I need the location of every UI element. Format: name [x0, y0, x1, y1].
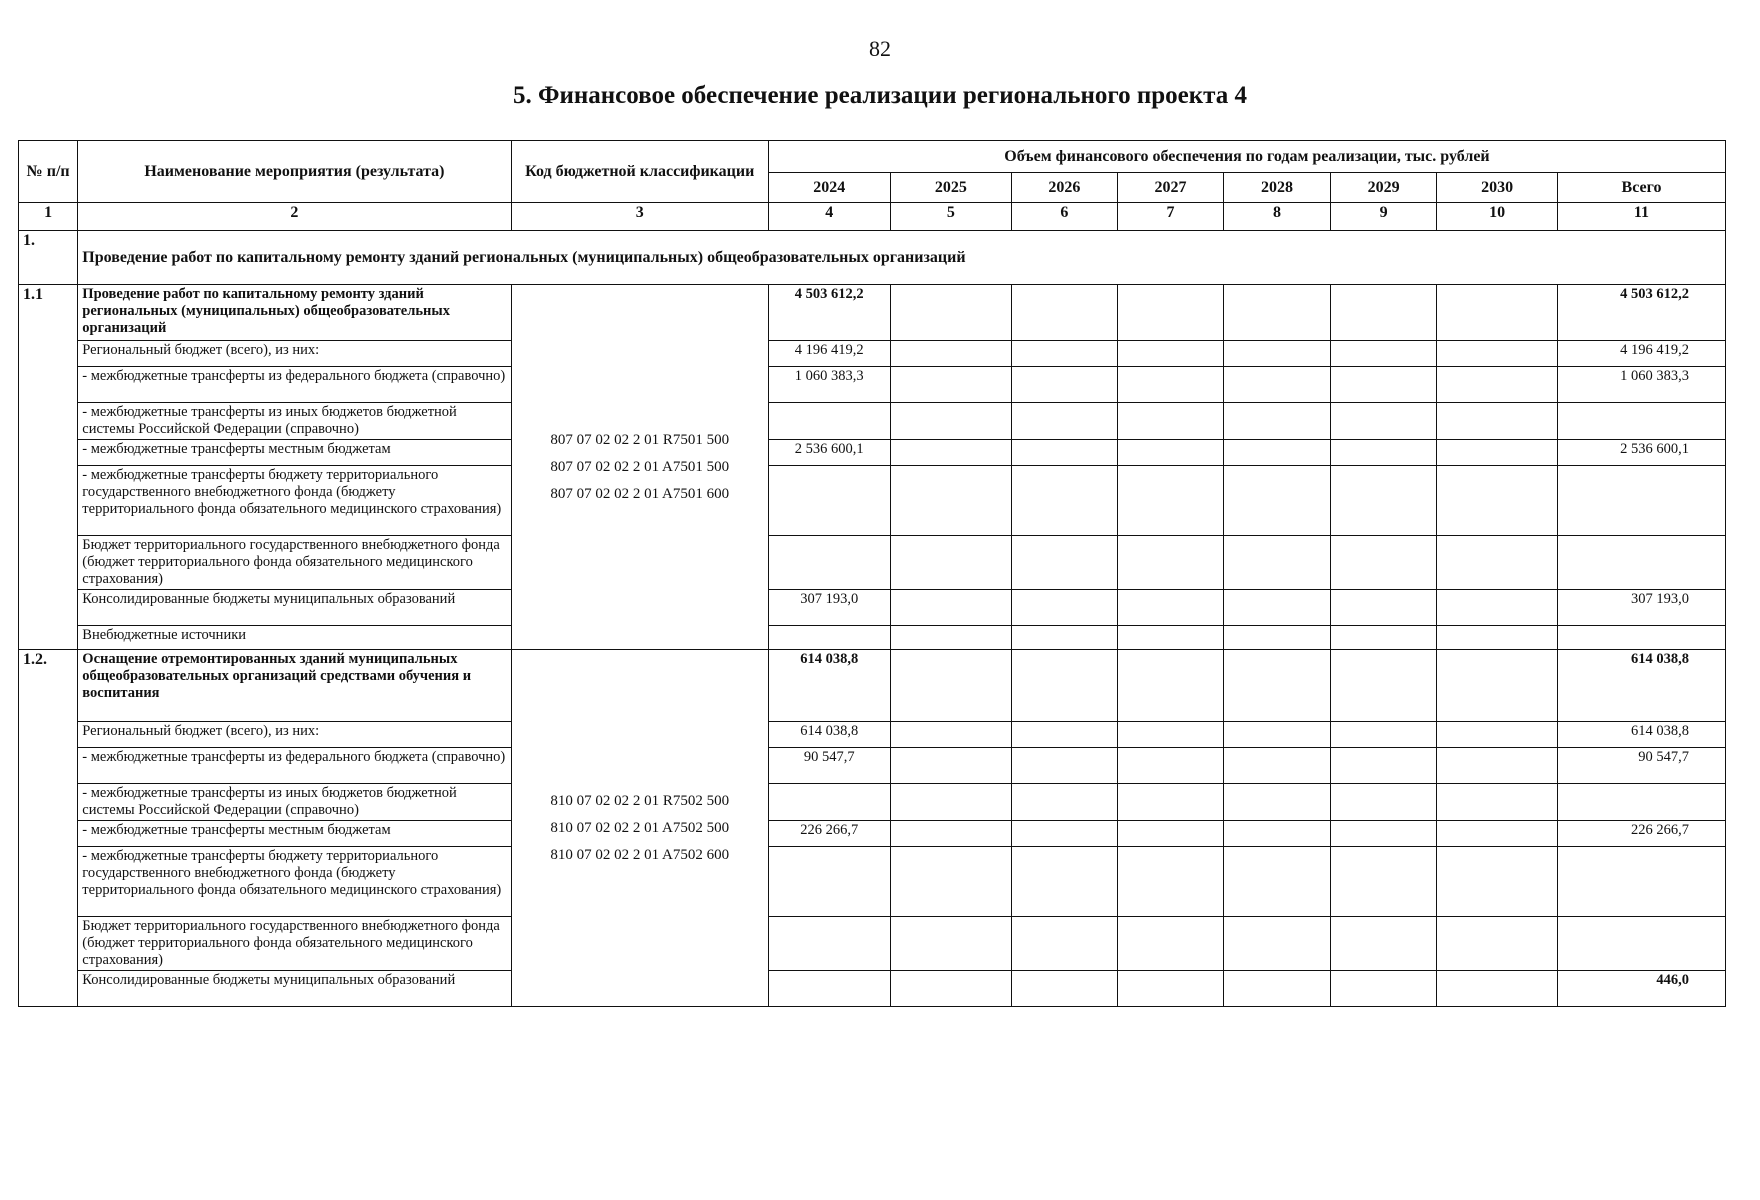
table-row — [19, 367, 1726, 403]
empty-year-cell — [1117, 971, 1224, 1007]
empty-year-cell — [890, 466, 1012, 536]
empty-year-cell — [1330, 917, 1437, 971]
row-name: - межбюджетные трансферты бюджету территориального государственного внебюджетного фонда (бюджету территориального фонда обязательного медицинского страхования) — [78, 466, 511, 536]
empty-year-cell — [890, 285, 1012, 341]
empty-year-cell — [1437, 367, 1558, 403]
empty-year-cell — [1117, 784, 1224, 821]
empty-year-cell — [1117, 536, 1224, 590]
header-year: 2030 — [1437, 173, 1558, 203]
empty-year-cell — [1117, 367, 1224, 403]
column-number: 8 — [1224, 203, 1331, 231]
empty-year-cell — [1437, 821, 1558, 847]
value-total: 2 536 600,1 — [1557, 440, 1725, 466]
empty-year-cell — [1012, 341, 1118, 367]
empty-year-cell — [1224, 626, 1331, 650]
header-year: 2027 — [1117, 173, 1224, 203]
value-2024: 226 266,7 — [768, 821, 890, 847]
value-total — [1557, 403, 1725, 440]
table-row — [19, 722, 1726, 748]
empty-year-cell — [1224, 650, 1331, 722]
empty-year-cell — [1437, 403, 1558, 440]
empty-year-cell — [1117, 403, 1224, 440]
empty-year-cell — [1117, 650, 1224, 722]
empty-year-cell — [1224, 341, 1331, 367]
empty-year-cell — [1437, 917, 1558, 971]
empty-year-cell — [1012, 590, 1118, 626]
value-2024 — [768, 536, 890, 590]
row-name: Консолидированные бюджеты муниципальных образований — [78, 971, 511, 1007]
empty-year-cell — [890, 917, 1012, 971]
empty-year-cell — [1437, 722, 1558, 748]
budget-code: 807 07 02 02 2 01 A7501 500 — [550, 458, 730, 475]
header-year: 2028 — [1224, 173, 1331, 203]
table-row — [19, 536, 1726, 590]
empty-year-cell — [1437, 748, 1558, 784]
empty-year-cell — [1012, 971, 1118, 1007]
column-number: 7 — [1117, 203, 1224, 231]
value-2024 — [768, 971, 890, 1007]
table-row — [19, 285, 1726, 341]
empty-year-cell — [1224, 536, 1331, 590]
table-row — [19, 590, 1726, 626]
column-number: 11 — [1557, 203, 1725, 231]
empty-year-cell — [1012, 440, 1118, 466]
value-2024 — [768, 917, 890, 971]
value-2024 — [768, 784, 890, 821]
section-row — [19, 231, 1726, 285]
value-total — [1557, 536, 1725, 590]
empty-year-cell — [1012, 650, 1118, 722]
budget-codes — [511, 285, 768, 650]
financing-table — [18, 140, 1726, 1007]
value-total — [1557, 466, 1725, 536]
empty-year-cell — [1437, 590, 1558, 626]
row-name: - межбюджетные трансферты местным бюджетам — [78, 821, 511, 847]
empty-year-cell — [1012, 367, 1118, 403]
empty-year-cell — [1224, 847, 1331, 917]
value-total: 90 547,7 — [1557, 748, 1725, 784]
table-row — [19, 971, 1726, 1007]
empty-year-cell — [1224, 466, 1331, 536]
column-number: 9 — [1330, 203, 1437, 231]
column-number: 5 — [890, 203, 1012, 231]
row-name: Бюджет территориального государственного внебюджетного фонда (бюджет территориального фонда обязательного медицинского страхования) — [78, 917, 511, 971]
row-name: - межбюджетные трансферты из федерального бюджета (справочно) — [78, 748, 511, 784]
empty-year-cell — [1330, 821, 1437, 847]
header-volume: Объем финансового обеспечения по годам реализации, тыс. рублей — [768, 141, 1725, 173]
column-number: 3 — [511, 203, 768, 231]
empty-year-cell — [1117, 590, 1224, 626]
table-row — [19, 403, 1726, 440]
column-number: 6 — [1012, 203, 1118, 231]
empty-year-cell — [1117, 440, 1224, 466]
empty-year-cell — [1117, 466, 1224, 536]
table-row — [19, 466, 1726, 536]
empty-year-cell — [1012, 917, 1118, 971]
budget-codes — [511, 650, 768, 1007]
empty-year-cell — [890, 341, 1012, 367]
value-2024: 1 060 383,3 — [768, 367, 890, 403]
empty-year-cell — [1012, 784, 1118, 821]
row-name: Внебюджетные источники — [78, 626, 511, 650]
empty-year-cell — [1117, 847, 1224, 917]
empty-year-cell — [1330, 590, 1437, 626]
header-year: 2029 — [1330, 173, 1437, 203]
column-number: 4 — [768, 203, 890, 231]
header-code: Код бюджетной классификации — [511, 141, 768, 203]
value-2024: 4 503 612,2 — [768, 285, 890, 341]
empty-year-cell — [890, 748, 1012, 784]
empty-year-cell — [1012, 821, 1118, 847]
empty-year-cell — [1012, 466, 1118, 536]
budget-code: 807 07 02 02 2 01 R7501 500 — [550, 431, 730, 448]
empty-year-cell — [1224, 971, 1331, 1007]
empty-year-cell — [1117, 722, 1224, 748]
value-2024 — [768, 847, 890, 917]
value-total — [1557, 784, 1725, 821]
budget-code: 810 07 02 02 2 01 A7502 500 — [550, 819, 730, 836]
row-name: Оснащение отремонтированных зданий муниципальных общеобразовательных организаций средствами обучения и воспитания — [78, 650, 511, 722]
empty-year-cell — [1330, 626, 1437, 650]
empty-year-cell — [1437, 536, 1558, 590]
value-2024: 614 038,8 — [768, 650, 890, 722]
value-total: 1 060 383,3 — [1557, 367, 1725, 403]
value-total: 4 196 419,2 — [1557, 341, 1725, 367]
empty-year-cell — [1224, 403, 1331, 440]
column-number: 10 — [1437, 203, 1558, 231]
empty-year-cell — [1437, 626, 1558, 650]
empty-year-cell — [1224, 784, 1331, 821]
value-2024: 4 196 419,2 — [768, 341, 890, 367]
row-name: - межбюджетные трансферты бюджету территориального государственного внебюджетного фонда (бюджету территориального фонда обязательного медицинского страхования) — [78, 847, 511, 917]
value-2024: 307 193,0 — [768, 590, 890, 626]
budget-code: 810 07 02 02 2 01 R7502 500 — [550, 792, 730, 809]
empty-year-cell — [890, 626, 1012, 650]
empty-year-cell — [1117, 626, 1224, 650]
empty-year-cell — [890, 650, 1012, 722]
empty-year-cell — [1224, 285, 1331, 341]
section-title: Проведение работ по капитальному ремонту зданий региональных (муниципальных) общеобразовательных организаций — [78, 231, 1726, 285]
empty-year-cell — [1224, 722, 1331, 748]
item-number: 1.2. — [19, 650, 78, 1007]
value-2024 — [768, 626, 890, 650]
row-name: Региональный бюджет (всего), из них: — [78, 341, 511, 367]
section-number: 1. — [19, 231, 78, 285]
empty-year-cell — [1330, 285, 1437, 341]
empty-year-cell — [1117, 917, 1224, 971]
column-number: 1 — [19, 203, 78, 231]
empty-year-cell — [890, 784, 1012, 821]
table-row — [19, 784, 1726, 821]
empty-year-cell — [1012, 285, 1118, 341]
table-row — [19, 440, 1726, 466]
empty-year-cell — [1330, 403, 1437, 440]
empty-year-cell — [890, 590, 1012, 626]
header-year: 2026 — [1012, 173, 1118, 203]
table-row — [19, 821, 1726, 847]
empty-year-cell — [1012, 847, 1118, 917]
column-number: 2 — [78, 203, 511, 231]
empty-year-cell — [1012, 403, 1118, 440]
empty-year-cell — [890, 367, 1012, 403]
header-name: Наименование мероприятия (результата) — [78, 141, 511, 203]
item-number: 1.1 — [19, 285, 78, 650]
empty-year-cell — [1012, 748, 1118, 784]
empty-year-cell — [1330, 440, 1437, 466]
header-no: № п/п — [19, 141, 78, 203]
page-title: 5. Финансовое обеспечение реализации регионального проекта 4 — [512, 82, 1248, 109]
empty-year-cell — [1330, 847, 1437, 917]
empty-year-cell — [1330, 784, 1437, 821]
table-row — [19, 341, 1726, 367]
row-name: Региональный бюджет (всего), из них: — [78, 722, 511, 748]
value-total: 614 038,8 — [1557, 722, 1725, 748]
value-total — [1557, 917, 1725, 971]
value-total: 614 038,8 — [1557, 650, 1725, 722]
empty-year-cell — [890, 440, 1012, 466]
value-2024: 614 038,8 — [768, 722, 890, 748]
header-total: Всего — [1557, 173, 1725, 203]
table-row — [19, 748, 1726, 784]
empty-year-cell — [890, 722, 1012, 748]
empty-year-cell — [1330, 466, 1437, 536]
empty-year-cell — [1330, 722, 1437, 748]
empty-year-cell — [1437, 650, 1558, 722]
empty-year-cell — [1330, 341, 1437, 367]
table-row — [19, 650, 1726, 722]
header-year: 2024 — [768, 173, 890, 203]
empty-year-cell — [1330, 748, 1437, 784]
empty-year-cell — [1224, 821, 1331, 847]
value-2024 — [768, 466, 890, 536]
row-name: Консолидированные бюджеты муниципальных образований — [78, 590, 511, 626]
empty-year-cell — [1330, 971, 1437, 1007]
budget-code: 810 07 02 02 2 01 A7502 600 — [550, 846, 730, 863]
empty-year-cell — [1224, 748, 1331, 784]
empty-year-cell — [1224, 367, 1331, 403]
empty-year-cell — [890, 847, 1012, 917]
page-number: 82 — [869, 36, 891, 61]
value-2024: 2 536 600,1 — [768, 440, 890, 466]
budget-code: 807 07 02 02 2 01 A7501 600 — [550, 485, 730, 502]
empty-year-cell — [1012, 536, 1118, 590]
empty-year-cell — [890, 403, 1012, 440]
empty-year-cell — [1117, 821, 1224, 847]
row-name: Бюджет территориального государственного внебюджетного фонда (бюджет территориального фонда обязательного медицинского страхования) — [78, 536, 511, 590]
row-name: - межбюджетные трансферты местным бюджетам — [78, 440, 511, 466]
row-name: - межбюджетные трансферты из иных бюджетов бюджетной системы Российской Федерации (справочно) — [78, 403, 511, 440]
empty-year-cell — [1330, 650, 1437, 722]
empty-year-cell — [1224, 590, 1331, 626]
empty-year-cell — [1117, 285, 1224, 341]
value-2024 — [768, 403, 890, 440]
table-row — [19, 847, 1726, 917]
empty-year-cell — [1330, 367, 1437, 403]
empty-year-cell — [1012, 626, 1118, 650]
row-name: - межбюджетные трансферты из иных бюджетов бюджетной системы Российской Федерации (справочно) — [78, 784, 511, 821]
row-name: - межбюджетные трансферты из федерального бюджета (справочно) — [78, 367, 511, 403]
empty-year-cell — [1224, 917, 1331, 971]
table-row — [19, 626, 1726, 650]
empty-year-cell — [1224, 440, 1331, 466]
value-total: 446,0 — [1557, 971, 1725, 1007]
header-year: 2025 — [890, 173, 1012, 203]
value-total: 307 193,0 — [1557, 590, 1725, 626]
row-name: Проведение работ по капитальному ремонту зданий региональных (муниципальных) общеобразовательных организаций — [78, 285, 511, 341]
value-total: 226 266,7 — [1557, 821, 1725, 847]
empty-year-cell — [1437, 285, 1558, 341]
value-total — [1557, 626, 1725, 650]
empty-year-cell — [1117, 341, 1224, 367]
empty-year-cell — [1437, 440, 1558, 466]
empty-year-cell — [890, 971, 1012, 1007]
value-total — [1557, 847, 1725, 917]
value-2024: 90 547,7 — [768, 748, 890, 784]
empty-year-cell — [1012, 722, 1118, 748]
empty-year-cell — [1117, 748, 1224, 784]
empty-year-cell — [1437, 847, 1558, 917]
empty-year-cell — [1437, 784, 1558, 821]
empty-year-cell — [1437, 341, 1558, 367]
empty-year-cell — [890, 536, 1012, 590]
empty-year-cell — [1437, 466, 1558, 536]
empty-year-cell — [890, 821, 1012, 847]
table-row — [19, 917, 1726, 971]
empty-year-cell — [1437, 971, 1558, 1007]
empty-year-cell — [1330, 536, 1437, 590]
value-total: 4 503 612,2 — [1557, 285, 1725, 341]
